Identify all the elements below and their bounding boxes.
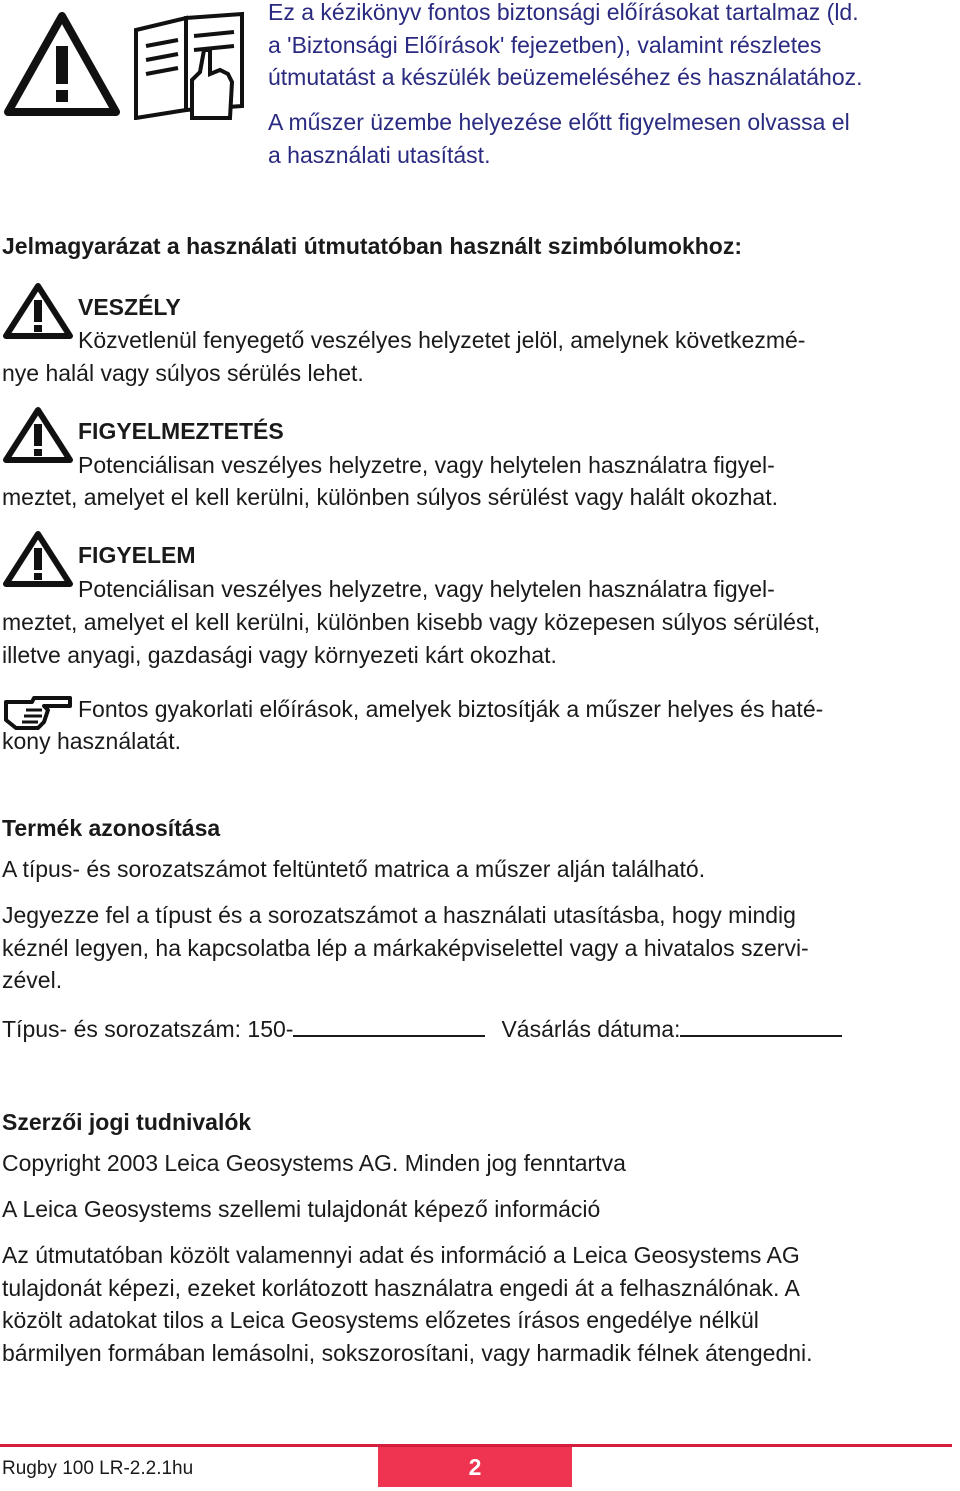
- intro-paragraph-1: [268, 0, 958, 94]
- copyright-paragraph-3: [2, 1239, 957, 1369]
- copyright-paragraph-1: Copyright 2003 Leica Geosystems AG. Minden jog fenntartva: [2, 1150, 626, 1176]
- danger-label: VESZÉLY: [78, 294, 181, 320]
- intro-line: A műszer üzembe helyezése előtt figyelmesen olvassa el: [268, 109, 850, 135]
- caution-warning-triangle-icon: [2, 530, 74, 588]
- danger-warning-triangle-icon: [2, 282, 74, 340]
- manual-book-icon: [130, 10, 248, 120]
- danger-text-line-2: nye halál vagy súlyos sérülés lehet.: [2, 360, 364, 386]
- note-text-line-1: Fontos gyakorlati előírások, amelyek biztosítják a műszer helyes és haté-: [78, 696, 824, 722]
- caution-text-line-2: meztet, amelyet el kell kerülni, különben kisebb vagy közepesen súlyos sérülést,: [2, 609, 821, 635]
- product-line: zével.: [2, 967, 63, 993]
- copyright-heading: Szerzői jogi tudnivalók: [2, 1109, 252, 1135]
- product-line: Jegyezze fel a típust és a sorozatszámot a használati utasításba, hogy mindig: [2, 902, 796, 928]
- product-heading: Termék azonosítása: [2, 815, 221, 841]
- intro-line: Ez a kézikönyv fontos biztonsági előírásokat tartalmaz (ld.: [268, 0, 859, 25]
- copyright-line: közölt adatokat tilos a Leica Geosystems előzetes írásos engedélye nélkül: [2, 1307, 759, 1333]
- top-warning-triangle-icon: [4, 12, 120, 116]
- type-serial-label: Típus- és sorozatszám: 150-: [2, 1016, 294, 1042]
- intro-line: útmutatást a készülék beüzemeléséhez és használatához.: [268, 64, 863, 90]
- intro-paragraph-2: [268, 106, 958, 171]
- type-serial-blank: [293, 1011, 485, 1037]
- warning-label: FIGYELMEZTETÉS: [78, 418, 284, 444]
- intro-line: a használati utasítást.: [268, 141, 491, 168]
- copyright-paragraph-2: A Leica Geosystems szellemi tulajdonát képező információ: [2, 1196, 601, 1222]
- serial-number-row: [2, 1011, 842, 1046]
- purchase-date-label: Vásárlás dátuma:: [501, 1016, 681, 1042]
- warning-warning-triangle-icon: [2, 406, 74, 464]
- product-paragraph-2: [2, 899, 957, 997]
- note-text-line-2: kony használatát.: [2, 728, 182, 754]
- product-line: kéznél legyen, ha kapcsolatba lép a márkaképviselettel vagy a hivatalos szervi-: [2, 934, 809, 961]
- caution-label: FIGYELEM: [78, 542, 196, 568]
- symbols-heading: Jelmagyarázat a használati útmutatóban használt szimbólumokhoz:: [2, 233, 742, 259]
- purchase-date-blank: [680, 1011, 842, 1037]
- product-paragraph-1: A típus- és sorozatszámot feltüntető matrica a műszer alján található.: [2, 856, 706, 882]
- copyright-line: Az útmutatóban közölt valamennyi adat és információ a Leica Geosystems AG: [2, 1242, 800, 1268]
- caution-text-line-3: illetve anyagi, gazdasági vagy környezeti kárt okozhat.: [2, 642, 557, 668]
- copyright-line: tulajdonát képezi, ezeket korlátozott használatra engedi át a felhasználónak. A: [2, 1274, 800, 1301]
- copyright-line: bármilyen formában lemásolni, sokszorosítani, vagy harmadik félnek átengedni.: [2, 1339, 813, 1366]
- caution-text-line-1: Potenciálisan veszélyes helyzetre, vagy helytelen használatra figyel-: [78, 576, 775, 602]
- footer-page-number-box: [378, 1447, 572, 1487]
- page-number: 2: [468, 1454, 482, 1480]
- warning-text-line-1: Potenciálisan veszélyes helyzetre, vagy helytelen használatra figyel-: [78, 452, 775, 478]
- footer-document-id: Rugby 100 LR-2.2.1hu: [2, 1458, 194, 1479]
- warning-text-line-2: meztet, amelyet el kell kerülni, különben súlyos sérülést vagy halált okozhat.: [2, 484, 779, 510]
- danger-text-line-1: Közvetlenül fenyegető veszélyes helyzetet jelöl, amelynek következmé-: [78, 327, 806, 353]
- intro-line: a 'Biztonsági Előírások' fejezetben), valamint részletes: [268, 31, 822, 58]
